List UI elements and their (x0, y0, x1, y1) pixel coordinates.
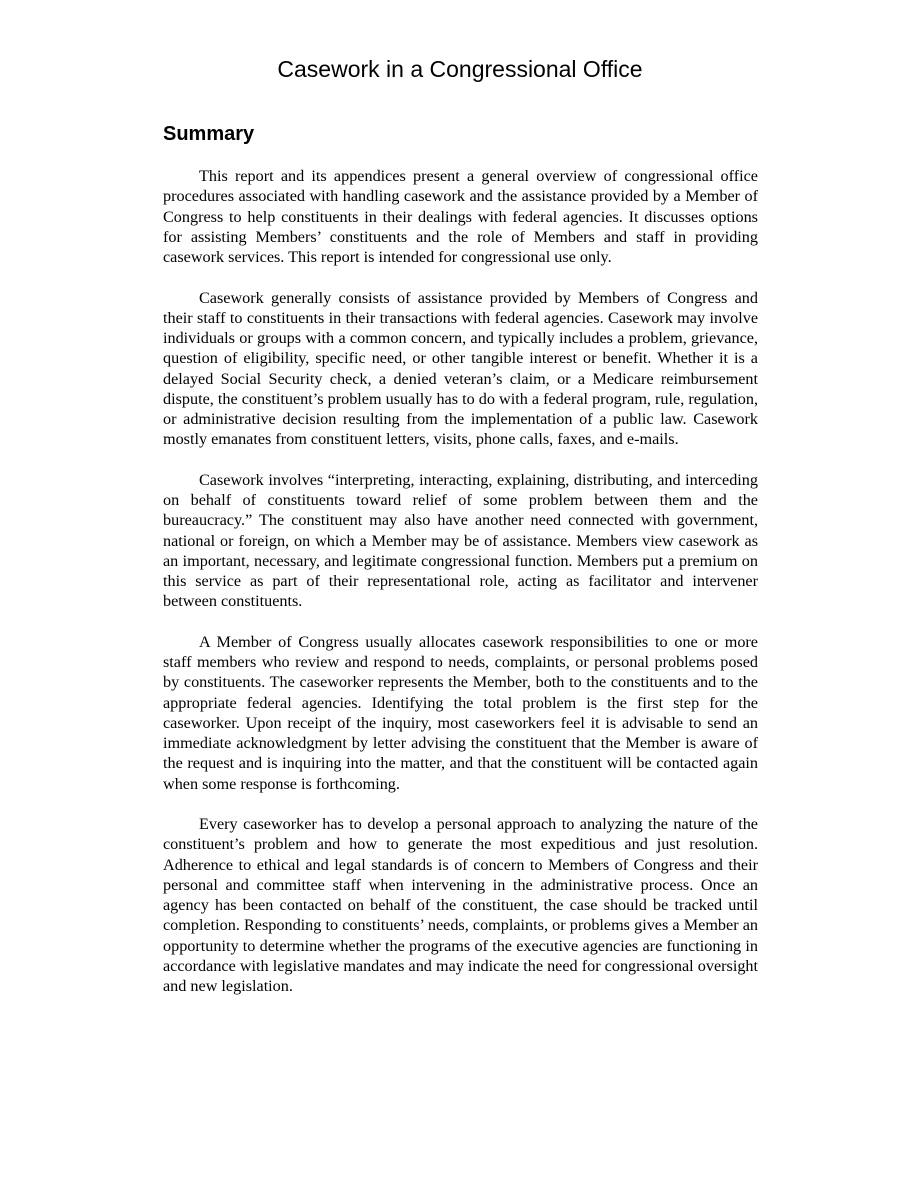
paragraph-2: Casework generally consists of assistance provided by Members of Congress and their staff to constituents in their transactions with federal agencies. Casework may involve individuals or groups with a common concern, and typically includes a problem, grievance, question of eligibility, specific need, or other tangible interest or benefit. Whether it is a delayed Social Security check, a denied veteran’s claim, or a Medicare reimbursement dispute, the constituent’s problem usually has to do with a federal program, rule, regulation, or administrative decision resulting from the implementation of a public law. Casework mostly emanates from constituent letters, visits, phone calls, faxes, and e-mails. (163, 288, 758, 449)
summary-body (163, 166, 758, 1017)
paragraph-5: Every caseworker has to develop a personal approach to analyzing the nature of the constituent’s problem and how to generate the most expeditious and just resolution. Adherence to ethical and legal standards is of concern to Members of Congress and their personal and committee staff when intervening in the administrative process. Once an agency has been contacted on behalf of the constituent, the case should be tracked until completion. Responding to constituents’ needs, complaints, or problems gives a Member an opportunity to determine whether the programs of the executive agencies are functioning in accordance with legislative mandates and may indicate the need for congressional oversight and new legislation. (163, 815, 758, 995)
paragraph-4: A Member of Congress usually allocates casework responsibilities to one or more staff members who review and respond to needs, complaints, or personal problems posed by constituents. The caseworker represents the Member, both to the constituents and to the appropriate federal agencies. Identifying the total problem is the first step for the caseworker. Upon receipt of the inquiry, most caseworkers feel it is advisable to send an immediate acknowledgment by letter advising the constituent that the Member is aware of the request and is inquiring into the matter, and that the constituent will be contacted again when some response is forthcoming. (163, 632, 758, 793)
document-title: Casework in a Congressional Office (277, 56, 643, 82)
paragraph-3: Casework involves “interpreting, interacting, explaining, distributing, and interceding on behalf of constituents toward relief of some problem between them and the bureaucracy.” The constituent may also have another need connected with government, national or foreign, on which a Member may be of assistance. Members view casework as an important, necessary, and legitimate congressional function. Members put a premium on this service as part of their representational role, acting as facilitator and intervener between constituents. (163, 470, 758, 611)
paragraph-1: This report and its appendices present a general overview of congressional office procedures associated with handling casework and the assistance provided by a Member of Congress to help constituents in their dealings with federal agencies. It discusses options for assisting Members’ constituents and the role of Members and staff in providing casework services. This report is intended for congressional use only. (163, 167, 758, 266)
section-heading-summary: Summary (163, 123, 255, 145)
